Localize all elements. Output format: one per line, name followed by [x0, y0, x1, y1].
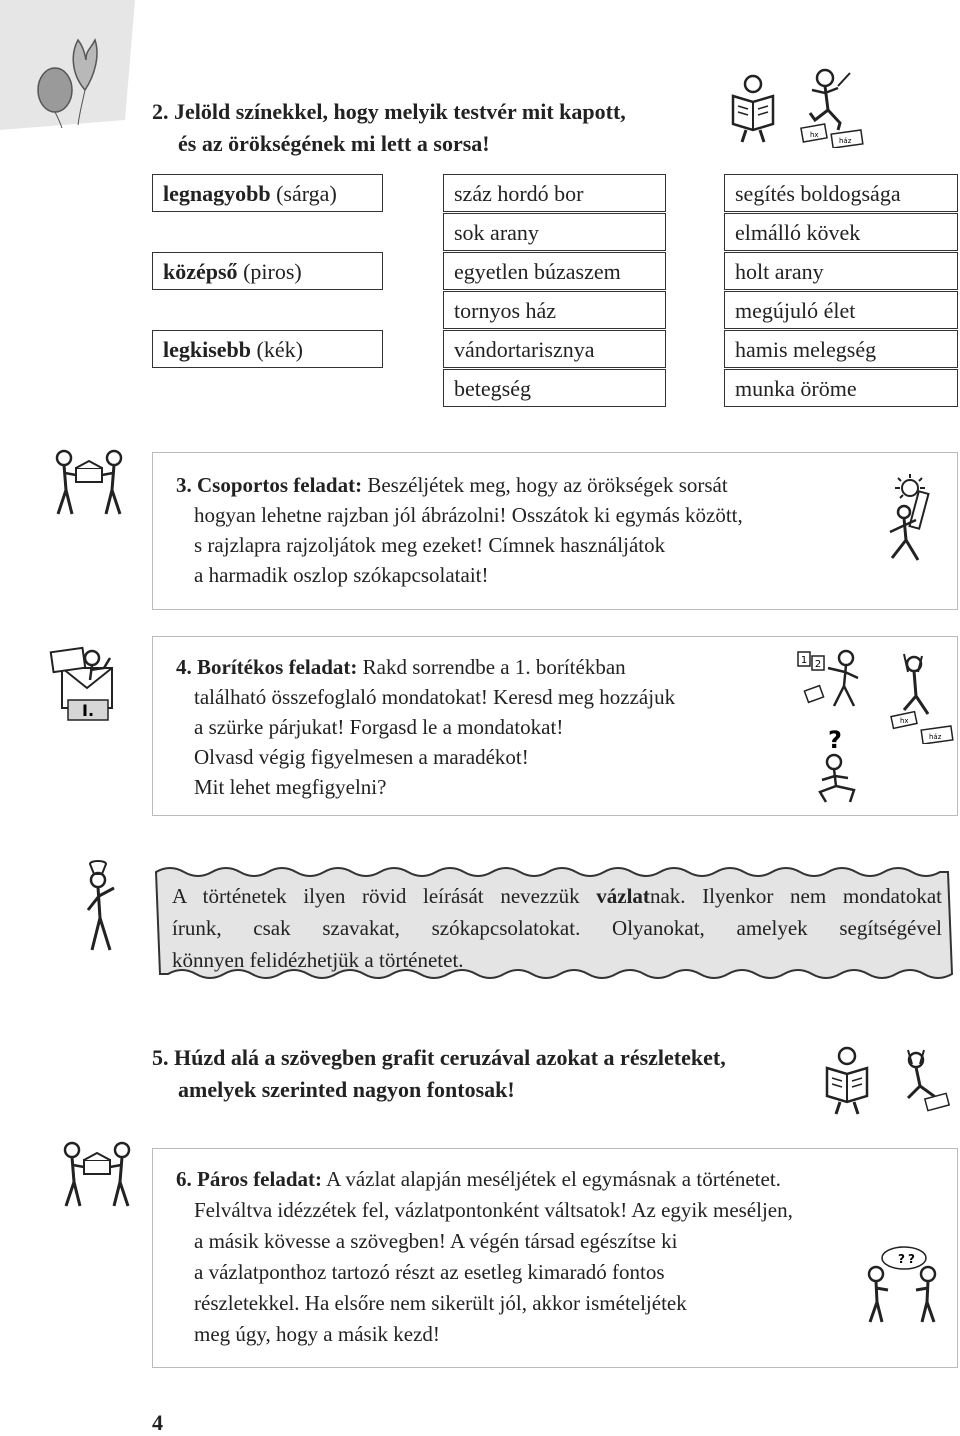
note-line3: könnyen felidézhetjük a történetet.	[172, 948, 464, 972]
task3-label: 3. Csoportos feladat:	[176, 473, 363, 497]
task4-line5: Mit lehet megfigyelni?	[194, 775, 387, 799]
task2-line2: és az örökségének mi lett a sorsa!	[178, 131, 490, 156]
table-col3-row4[interactable]: megújuló élet	[724, 291, 958, 329]
table-col3-row6[interactable]: munka öröme	[724, 369, 958, 407]
task2-heading	[152, 96, 626, 160]
task4-line1: Rakd sorrendbe a 1. borítékban	[357, 655, 626, 679]
question-mark: ?	[828, 728, 842, 754]
table-col2-row5[interactable]: vándortarisznya	[443, 330, 666, 368]
task4-line3: a szürke párjukat! Forgasd le a mondatokat!	[194, 715, 564, 739]
idea-drawing-figure-icon	[870, 470, 945, 565]
task3-line4: a harmadik oszlop szókapcsolatait!	[194, 563, 489, 587]
table-col2-row2[interactable]: sok arany	[443, 213, 666, 251]
task6-line5: részletekkel. Ha elsőre nem sikerült jól, akkor ismételjétek	[194, 1291, 687, 1315]
sibling-name: legkisebb	[163, 337, 252, 362]
task5-line2: amelyek szerinted nagyon fontosak!	[178, 1077, 515, 1102]
discussion-pair-icon	[860, 1244, 944, 1324]
task3-line3: s rajzlapra rajzoljátok meg ezeket! Címnek használjátok	[194, 533, 666, 557]
balloon-corner-decoration	[0, 0, 140, 130]
sibling-name: legnagyobb	[163, 181, 271, 206]
table-col2-row6[interactable]: betegség	[443, 369, 666, 407]
reading-figure-icon-2	[822, 1046, 872, 1116]
sorting-figure-icon	[796, 648, 866, 710]
table-col2-row4[interactable]: tornyos ház	[443, 291, 666, 329]
group-work-icon	[52, 448, 126, 518]
task6-line6: meg úgy, hogy a másik kezd!	[194, 1322, 440, 1346]
note-line1-end: nak. Ilyenkor nem mondatokat	[649, 884, 942, 908]
envelope-number: I.	[81, 701, 95, 720]
envelope-icon	[48, 638, 130, 722]
table-col3-row1[interactable]: segítés boldogsága	[724, 174, 958, 212]
task6-label: 6. Páros feladat:	[176, 1167, 323, 1191]
page-number: 4	[152, 1410, 163, 1435]
task6-line4: a vázlatponthoz tartozó részt az esetleg kimaradó fontos	[194, 1260, 665, 1284]
question-mark-2: ?	[898, 1252, 905, 1266]
card-num-2: 2	[814, 659, 822, 670]
thinking-figure-icon	[80, 858, 126, 954]
task5-heading	[152, 1042, 726, 1106]
drawing-figure-icon-2	[884, 652, 956, 744]
thinking-sitting-figure-icon	[810, 728, 866, 804]
table-col3-row5[interactable]: hamis melegség	[724, 330, 958, 368]
table-col2-row3[interactable]: egyetlen búzaszem	[443, 252, 666, 290]
card-label-small: hx	[810, 131, 819, 139]
pair-work-icon	[60, 1140, 134, 1210]
table-col3-row3[interactable]: holt arany	[724, 252, 958, 290]
sibling-name: középső	[163, 259, 238, 284]
task6-text	[176, 1164, 793, 1350]
card-label-house: ház	[839, 137, 852, 145]
task4-line2: található összefoglaló mondatokat! Keresd meg hozzájuk	[194, 685, 676, 709]
drawing-figure-icon	[790, 68, 865, 148]
table-col1-row3[interactable]	[152, 330, 383, 368]
card-num-1: 1	[800, 655, 808, 666]
note-line1-start: A történetek ilyen rövid leírását nevezzük	[172, 884, 597, 908]
note-line2: írunk, csak szavakat, szókapcsolatokat. Olyanokat, amelyek segítségével	[172, 916, 942, 940]
task3-line1: Beszéljétek meg, hogy az örökségek sorsát	[362, 473, 728, 497]
task3-line2: hogyan lehetne rajzban jól ábrázolni! Osszátok ki egymás között,	[194, 503, 743, 527]
sibling-color: (kék)	[251, 337, 303, 362]
task6-line1: A vázlat alapján meséljétek el egymásnak a történetet.	[322, 1167, 781, 1191]
table-col1-row1[interactable]	[152, 174, 383, 212]
note-keyword: vázlat	[596, 884, 650, 908]
question-mark-3: ?	[908, 1252, 915, 1266]
task6-line2: Felváltva idézzétek fel, vázlatpontonként váltsatok! Az egyik meséljen,	[194, 1198, 793, 1222]
card-label-house-2: ház	[929, 733, 942, 741]
note-text	[172, 880, 942, 976]
task3-text	[176, 470, 743, 590]
task5-line1: 5. Húzd alá a szövegben grafit ceruzával azokat a részleteket,	[152, 1045, 726, 1070]
task4-line4: Olvasd végig figyelmesen a maradékot!	[194, 745, 529, 769]
reading-figure-icon	[728, 74, 778, 144]
sibling-color: (piros)	[237, 259, 302, 284]
table-col3-row2[interactable]: elmálló kövek	[724, 213, 958, 251]
sibling-color: (sárga)	[270, 181, 337, 206]
task6-line3: a másik kövesse a szövegben! A végén társad egészítse ki	[194, 1229, 678, 1253]
table-col1-row2[interactable]	[152, 252, 383, 290]
task4-text	[176, 652, 675, 802]
task4-label: 4. Borítékos feladat:	[176, 655, 358, 679]
card-label-small-2: hx	[900, 717, 909, 725]
underlining-figure-icon	[896, 1046, 952, 1112]
table-col2-row1[interactable]: száz hordó bor	[443, 174, 666, 212]
task2-line1: 2. Jelöld színekkel, hogy melyik testvér mit kapott,	[152, 99, 626, 124]
